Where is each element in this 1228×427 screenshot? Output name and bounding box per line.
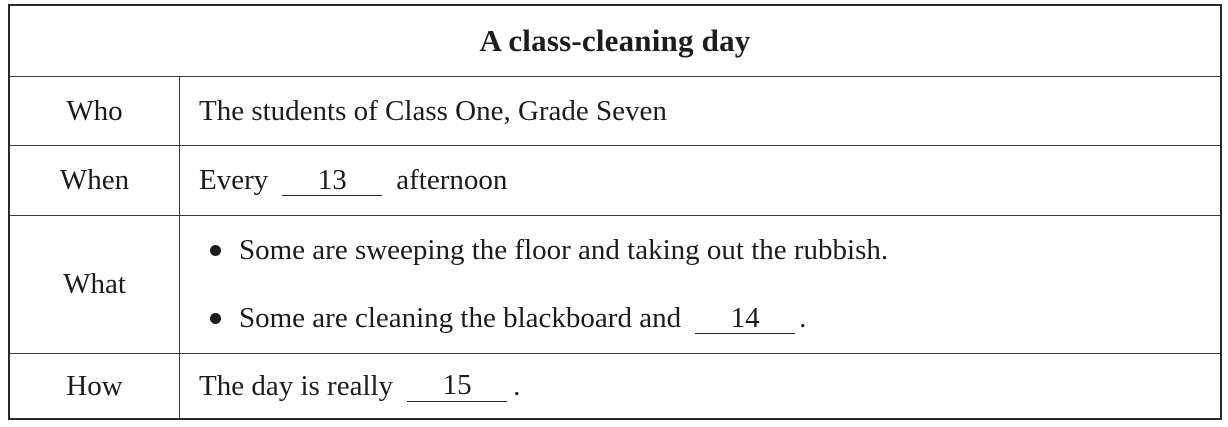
what-bullet-2-text-before: Some are cleaning the blackboard and	[239, 302, 682, 334]
table-row-when	[10, 146, 1220, 216]
what-bullet-1	[210, 234, 888, 267]
blank-14[interactable]: 14	[695, 303, 795, 334]
blank-13[interactable]: 13	[282, 165, 382, 196]
table-row-who	[10, 77, 1220, 146]
what-bullet-2	[210, 302, 806, 335]
when-text-before: Every	[199, 164, 269, 196]
when-text-after: afternoon	[396, 164, 508, 196]
title-row	[10, 6, 1220, 77]
what-bullet-1-text: Some are sweeping the floor and taking out the rubbish.	[239, 234, 889, 266]
what-bullet-2-text-after: .	[799, 302, 807, 334]
row-label-what: What	[10, 216, 180, 353]
row-content-when	[199, 146, 1210, 215]
who-text: The students of Class One, Grade Seven	[199, 94, 667, 127]
row-label-who: Who	[10, 77, 180, 145]
row-label-when: When	[10, 146, 180, 215]
row-content-how	[199, 354, 1210, 418]
row-label-how: How	[10, 354, 180, 418]
bullet-dot-icon	[210, 313, 221, 324]
table-row-how	[10, 354, 1220, 418]
bullet-dot-icon	[210, 245, 221, 256]
row-content-who	[199, 77, 1210, 145]
table-title: A class-cleaning day	[479, 23, 751, 58]
how-text-after: .	[513, 369, 521, 402]
how-text-before: The day is really	[199, 369, 394, 402]
table-row-what	[10, 216, 1220, 354]
blank-15[interactable]: 15	[407, 370, 507, 401]
what-bullet-list	[210, 216, 1210, 353]
info-table	[8, 4, 1222, 420]
